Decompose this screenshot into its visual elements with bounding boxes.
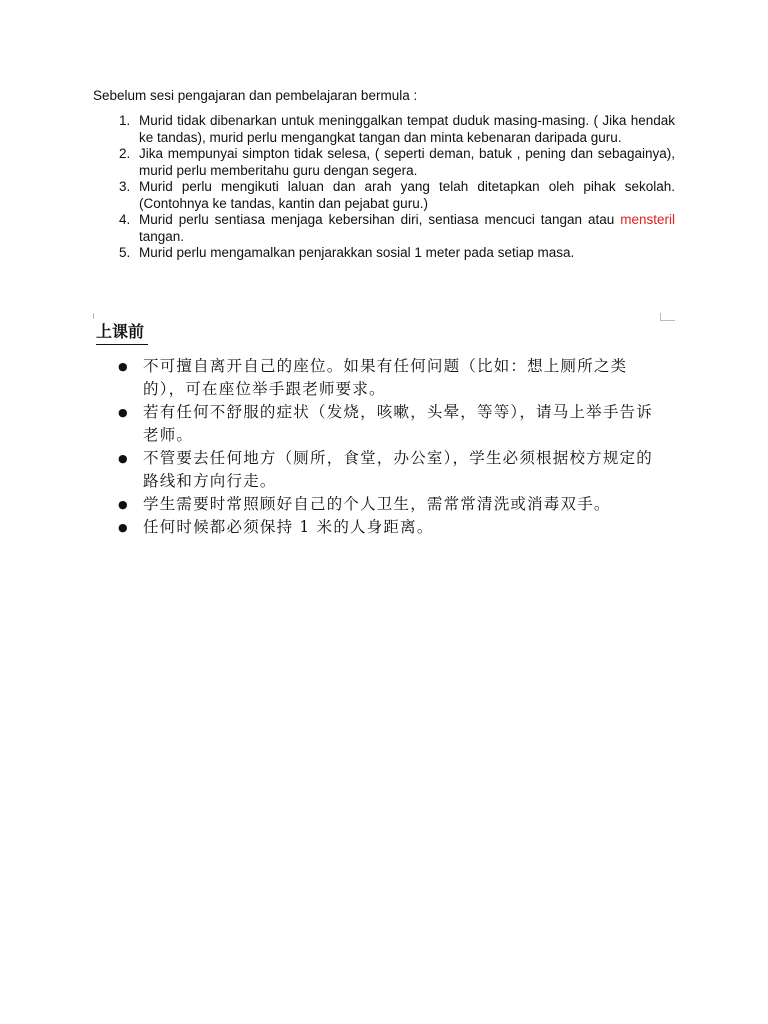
bullet-icon: ● bbox=[118, 498, 128, 511]
list-item bbox=[96, 355, 656, 401]
list-item-text: 任何时候都必须保持 1 米的人身距离。 bbox=[143, 518, 434, 536]
list-item-text: 学生需要时常照顾好自己的个人卫生，需常常清洗或消毒双手。 bbox=[143, 495, 611, 513]
list-item bbox=[93, 179, 675, 212]
list-item bbox=[96, 493, 656, 516]
chinese-instructions bbox=[96, 320, 656, 539]
list-item bbox=[96, 447, 656, 493]
bullet-icon: ● bbox=[118, 521, 128, 534]
bullet-icon: ● bbox=[118, 452, 128, 465]
list-item-text: Murid tidak dibenarkan untuk meninggalkan tempat duduk masing-masing. ( Jika hendak ke tandas), murid perlu mengangkat tangan dan minta kebenaran daripada guru. bbox=[139, 113, 675, 145]
list-number: 4. bbox=[119, 212, 131, 227]
list-item bbox=[93, 113, 675, 146]
list-item bbox=[93, 212, 675, 245]
list-number: 3. bbox=[119, 179, 131, 194]
highlighted-word: mensteril bbox=[620, 212, 675, 227]
list-item bbox=[93, 146, 675, 179]
list-number: 2. bbox=[119, 146, 131, 161]
list-item-text: 若有任何不舒服的症状（发烧，咳嗽，头晕，等等），请马上举手告诉老师。 bbox=[143, 403, 653, 444]
list-item-text: 不管要去任何地方（厕所，食堂，办公室），学生必须根据校方规定的路线和方向行走。 bbox=[143, 449, 653, 490]
list-item-text: Jika mempunyai simpton tidak selesa, ( seperti deman, batuk , pening dan sebagainya), murid perlu memberitahu guru dengan segera. bbox=[139, 146, 675, 178]
list-item-text: 不可擅自离开自己的座位。如果有任何问题（比如：想上厕所之类的），可在座位举手跟老师要求。 bbox=[143, 357, 628, 398]
malay-instructions bbox=[93, 87, 675, 262]
list-number: 1. bbox=[119, 113, 131, 128]
list-item-text bbox=[139, 212, 675, 245]
malay-intro: Sebelum sesi pengajaran dan pembelajaran bermula : bbox=[93, 88, 418, 103]
bullet-icon: ● bbox=[118, 360, 128, 373]
malay-rule-list bbox=[93, 113, 675, 262]
chinese-rule-list bbox=[96, 355, 656, 539]
page-corner-mark-left bbox=[93, 313, 94, 319]
list-number: 5. bbox=[119, 245, 131, 260]
list-item-text: Murid perlu mengamalkan penjarakkan sosial 1 meter pada setiap masa. bbox=[139, 245, 575, 260]
page-corner-mark-right bbox=[660, 313, 675, 321]
list-item bbox=[96, 516, 656, 539]
list-item-text-end: tangan. bbox=[139, 228, 185, 244]
bullet-icon: ● bbox=[118, 406, 128, 419]
list-item bbox=[96, 401, 656, 447]
chinese-heading: 上课前 bbox=[96, 320, 148, 345]
list-item bbox=[93, 245, 675, 262]
list-item-text: Murid perlu mengikuti laluan dan arah yang telah ditetapkan oleh pihak sekolah. (Contohnya ke tandas, kantin dan pejabat guru.) bbox=[139, 179, 675, 211]
list-item-text-start: Murid perlu sentiasa menjaga kebersihan diri, sentiasa mencuci tangan atau bbox=[139, 212, 621, 227]
